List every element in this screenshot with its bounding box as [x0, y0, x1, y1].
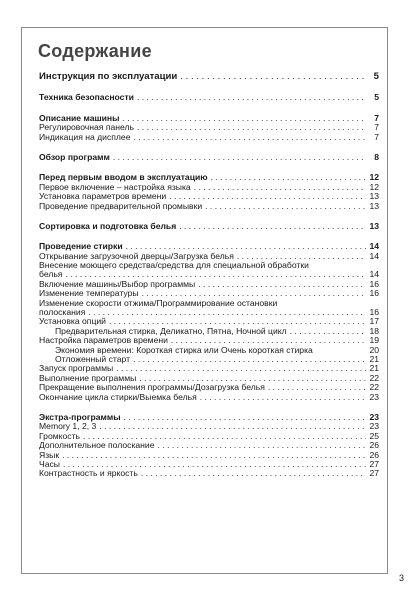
leader-dots — [290, 327, 366, 336]
toc-entry[interactable] — [39, 393, 379, 402]
toc-entry-page: 27 — [369, 458, 379, 469]
leader-dots — [113, 153, 366, 162]
table-of-contents — [39, 72, 379, 479]
leader-dots — [88, 308, 366, 317]
toc-entry-label: Изменение температуры — [39, 288, 139, 299]
toc-entry-label: Предварительная стирка, Деликатно, Пятна, Ночной цикл — [55, 325, 287, 336]
toc-entry-label: Прекращение выполнения программы/Дозагрузка белья — [39, 382, 265, 393]
toc-entry-page: 22 — [369, 382, 379, 393]
page-number: 3 — [399, 573, 405, 583]
toc-entry-page: 17 — [369, 316, 379, 327]
toc-entry-page: 7 — [374, 122, 379, 133]
toc-entry-page: 21 — [369, 363, 379, 374]
leader-dots — [179, 222, 366, 231]
toc-entry-page: 14 — [369, 250, 379, 261]
toc-entry-page: 8 — [374, 151, 379, 162]
leader-dots — [122, 114, 366, 123]
toc-entry-page: 12 — [369, 181, 379, 192]
toc-entry-chapter[interactable] — [39, 153, 379, 162]
toc-entry-page: 18 — [369, 325, 379, 336]
toc-entry-chapter[interactable] — [39, 222, 379, 231]
toc-entry-label: Обзор программ — [39, 151, 110, 162]
leader-dots — [198, 280, 366, 289]
toc-entry[interactable] — [39, 422, 379, 431]
toc-entry-label: Описание машины — [39, 112, 120, 123]
leader-dots — [211, 173, 366, 182]
toc-entry-label: Часы — [39, 458, 60, 469]
contents-frame — [21, 27, 388, 574]
toc-entry-label: Контрастность и яркость — [39, 468, 138, 479]
toc-entry-label: Дополнительное полоскание — [39, 440, 155, 451]
toc-entry-label: Открывание загрузочной дверцы/Загрузка белья — [39, 250, 234, 261]
toc-entry-line[interactable]: Изменение скорости отжима/Программирование остановки — [39, 297, 278, 308]
toc-entry-page: 27 — [369, 468, 379, 479]
toc-entry-page: 19 — [369, 335, 379, 346]
toc-entry-label: Экстра-программы — [39, 411, 121, 422]
toc-entry-label: Индикация на дисплее — [39, 131, 131, 142]
toc-entry-label: Включение машины/Выбор программы — [39, 278, 196, 289]
toc-entry-page: 23 — [369, 421, 379, 432]
toc-entry-page: 25 — [369, 430, 379, 441]
leader-dots — [200, 393, 366, 402]
toc-entry-page: 13 — [369, 191, 379, 202]
page-title: Содержание — [38, 41, 152, 61]
toc-entry-section[interactable] — [39, 72, 379, 82]
toc-entry-page: 5 — [374, 92, 379, 103]
toc-entry-label: Настройка параметров времени — [39, 335, 168, 346]
toc-entry-label: Окончание цикла стирки/Выемка белья — [39, 391, 197, 402]
leader-dots — [133, 133, 366, 142]
toc-entry-label: Первое включение – настройка языка — [39, 181, 191, 192]
leader-dots — [205, 202, 366, 211]
toc-entry-chapter[interactable] — [39, 93, 379, 102]
toc-entry[interactable] — [39, 441, 379, 450]
toc-entry-label: Запуск программы — [39, 363, 114, 374]
toc-entry-page: 26 — [369, 440, 379, 451]
toc-entry-label: Техника безопасности — [39, 92, 134, 103]
leader-dots — [99, 422, 366, 431]
toc-entry-label: Язык — [39, 449, 60, 460]
toc-entry-label: Memory 1, 2, 3 — [39, 421, 97, 432]
toc-entry-label: Выполнение программы — [39, 372, 137, 383]
toc-entry[interactable] — [39, 133, 379, 142]
toc-entry-label: Регулировочная панель — [39, 122, 135, 133]
toc-entry-page: 5 — [373, 71, 379, 82]
toc-entry-page: 13 — [369, 200, 379, 211]
toc-entry-page: 16 — [369, 278, 379, 289]
toc-entry-line[interactable]: Внесение моющего средства/средства для специальной обработки — [39, 260, 309, 271]
toc-entry-page: 21 — [369, 353, 379, 364]
toc-entry-label: Отложенный старт — [55, 353, 131, 364]
leader-dots — [194, 183, 366, 192]
leader-dots — [268, 383, 366, 392]
toc-entry-page: 14 — [369, 269, 379, 280]
toc-entry-page: 20 — [369, 344, 379, 355]
toc-entry-page: 16 — [369, 288, 379, 299]
toc-entry[interactable] — [39, 202, 379, 211]
toc-entry-label: Экономия времени: Короткая стирка или Очень короткая стирка — [55, 344, 313, 355]
toc-entry-label: Установка параметров времени — [39, 191, 167, 202]
leader-dots — [133, 355, 366, 364]
leader-dots — [141, 469, 366, 478]
toc-entry-label: Сортировка и подготовка белья — [39, 220, 177, 231]
leader-dots — [62, 451, 366, 460]
toc-entry-page: 22 — [369, 372, 379, 383]
toc-entry-page: 23 — [369, 391, 379, 402]
toc-entry-label: полоскания — [39, 307, 86, 318]
toc-entry[interactable] — [39, 451, 379, 460]
toc-entry-label: Перед первым вводом в эксплуатацию — [39, 172, 208, 183]
toc-entry-page: 12 — [369, 172, 379, 183]
toc-entry-page: 16 — [369, 307, 379, 318]
toc-entry-page: 23 — [369, 411, 379, 422]
leader-dots — [116, 364, 366, 373]
toc-entry-page: 7 — [374, 112, 379, 123]
leader-dots — [124, 413, 366, 422]
toc-entry-label: Проведение стирки — [39, 241, 123, 252]
toc-entry-label: Громкость — [39, 430, 80, 441]
toc-entry-page: 14 — [369, 241, 379, 252]
toc-entry-page: 26 — [369, 449, 379, 460]
toc-entry-page: 7 — [374, 131, 379, 142]
toc-entry-page: 13 — [369, 220, 379, 231]
leader-dots — [180, 72, 366, 82]
toc-entry-label: Проведение предварительной промывки — [39, 200, 203, 211]
toc-entry-label: Инструкция по эксплуатации — [39, 71, 178, 82]
toc-entry-label: белья — [39, 269, 63, 280]
toc-entry[interactable] — [39, 469, 379, 478]
leader-dots — [158, 441, 366, 450]
leader-dots — [137, 123, 366, 132]
leader-dots — [137, 93, 366, 102]
toc-entry-label: Установка опций — [39, 316, 106, 327]
